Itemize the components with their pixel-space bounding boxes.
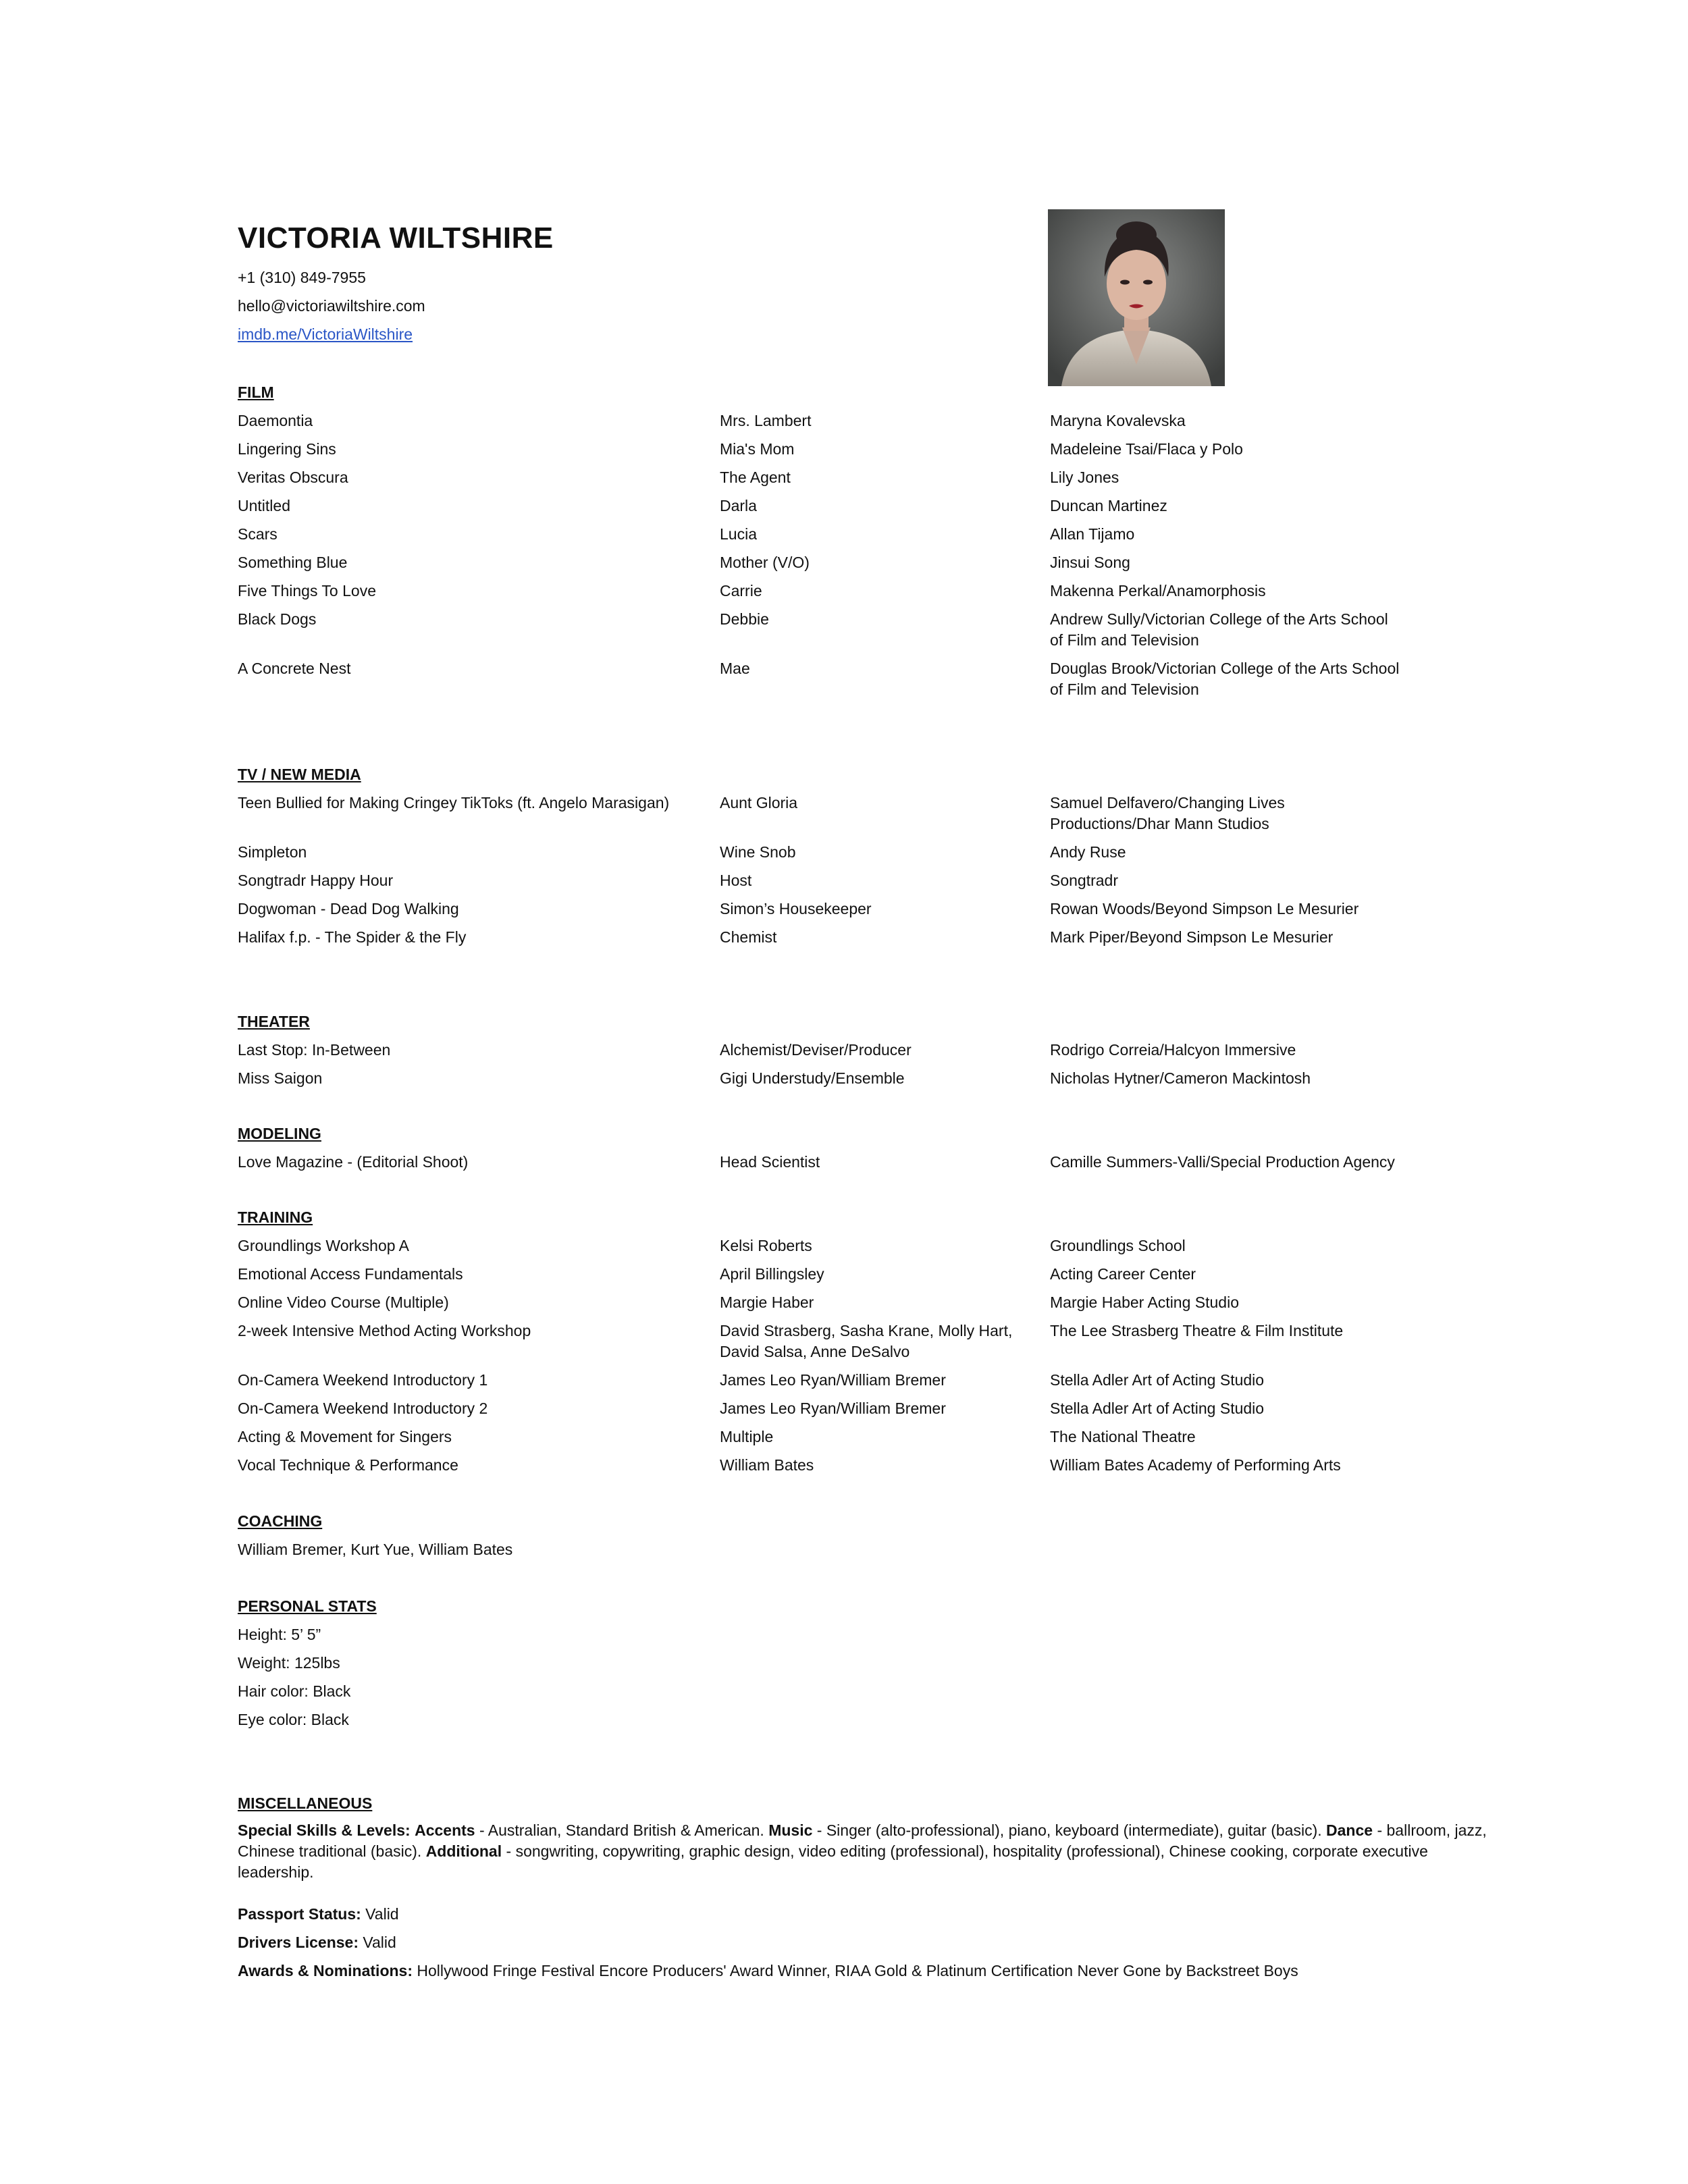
theater-section-title: THEATER [238, 1013, 310, 1030]
film-role: Mae [720, 660, 750, 677]
training-instructor: Kelsi Roberts [720, 1237, 812, 1254]
theater-director: Nicholas Hytner/Cameron Mackintosh [1050, 1069, 1311, 1087]
awards-value: Hollywood Fringe Festival Encore Producers' Award Winner, RIAA Gold & Platinum Certification Never Gone by Backstreet Boys [417, 1962, 1298, 1979]
special-skills-paragraph [238, 1820, 1494, 1883]
film-title: Five Things To Love [238, 582, 376, 600]
dance-label: Dance [1326, 1821, 1373, 1839]
training-school: The National Theatre [1050, 1428, 1196, 1445]
modeling-agency: Camille Summers-Valli/Special Production Agency [1050, 1153, 1395, 1171]
film-director: Makenna Perkal/Anamorphosis [1050, 582, 1266, 600]
additional-label: Additional [425, 1842, 502, 1860]
film-section-title: FILM [238, 383, 274, 401]
training-course: Groundlings Workshop A [238, 1237, 409, 1254]
film-title: Black Dogs [238, 610, 317, 628]
tv-role: Simon’s Housekeeper [720, 900, 872, 917]
training-school: Groundlings School [1050, 1237, 1186, 1254]
theater-role: Alchemist/Deviser/Producer [720, 1041, 912, 1059]
training-course: 2-week Intensive Method Acting Workshop [238, 1322, 531, 1339]
training-instructor: Multiple [720, 1428, 774, 1445]
awards-nominations [238, 1961, 1494, 1981]
film-director: Jinsui Song [1050, 554, 1130, 571]
modeling-title: Love Magazine - (Editorial Shoot) [238, 1153, 469, 1171]
tv-role: Aunt Gloria [720, 794, 798, 811]
training-school: The Lee Strasberg Theatre & Film Institute [1050, 1322, 1344, 1339]
tv-title: Songtradr Happy Hour [238, 872, 394, 889]
misc-section-title: MISCELLANEOUS [238, 1794, 373, 1812]
training-course: On-Camera Weekend Introductory 1 [238, 1371, 488, 1389]
training-school: Acting Career Center [1050, 1265, 1196, 1283]
film-title: Daemontia [238, 412, 313, 429]
music-text: - Singer (alto-professional), piano, keyboard (intermediate), guitar (basic). [816, 1821, 1322, 1839]
phone-number: +1 (310) 849-7955 [238, 269, 366, 286]
film-director: Maryna Kovalevska [1050, 412, 1186, 429]
film-director: Duncan Martinez [1050, 497, 1167, 514]
music-label: Music [768, 1821, 813, 1839]
passport-value: Valid [365, 1905, 399, 1923]
modeling-role: Head Scientist [720, 1153, 820, 1171]
drivers-license [238, 1932, 1494, 1953]
film-role: Darla [720, 497, 757, 514]
tv-director: Songtradr [1050, 872, 1119, 889]
stat-weight: Weight: 125lbs [238, 1654, 340, 1672]
theater-title: Miss Saigon [238, 1069, 323, 1087]
film-title: Veritas Obscura [238, 469, 348, 486]
film-title: Scars [238, 525, 278, 543]
headshot-photo [1048, 209, 1225, 386]
tv-role: Chemist [720, 928, 777, 946]
training-school: Stella Adler Art of Acting Studio [1050, 1400, 1265, 1417]
film-role: Debbie [720, 610, 769, 628]
training-course: Emotional Access Fundamentals [238, 1265, 463, 1283]
imdb-link[interactable]: imdb.me/VictoriaWiltshire [238, 325, 413, 343]
film-director: Andrew Sully/Victorian College of the Arts School of Film and Television [1050, 610, 1388, 649]
drivers-value: Valid [363, 1934, 396, 1951]
film-role: Carrie [720, 582, 762, 600]
training-course: Acting & Movement for Singers [238, 1428, 452, 1445]
skills-label: Special Skills & Levels: [238, 1821, 411, 1839]
film-title: Untitled [238, 497, 290, 514]
additional-text: - songwriting, copywriting, graphic design, video editing (professional), hospitality (professional), Chinese cooking, corporate executive leadership. [238, 1842, 1428, 1881]
tv-director: Andy Ruse [1050, 843, 1126, 861]
film-title: Lingering Sins [238, 440, 336, 458]
tv-title: Teen Bullied for Making Cringey TikToks (ft. Angelo Marasigan) [238, 794, 670, 811]
headshot-image [1048, 209, 1225, 386]
passport-status [238, 1904, 1494, 1925]
tv-director: Mark Piper/Beyond Simpson Le Mesurier [1050, 928, 1334, 946]
training-instructor: April Billingsley [720, 1265, 824, 1283]
film-director: Allan Tijamo [1050, 525, 1135, 543]
training-school: Margie Haber Acting Studio [1050, 1294, 1239, 1311]
tv-title: Simpleton [238, 843, 307, 861]
tv-role: Wine Snob [720, 843, 796, 861]
training-school: William Bates Academy of Performing Arts [1050, 1456, 1341, 1474]
training-instructor: James Leo Ryan/William Bremer [720, 1400, 946, 1417]
stats-section-title: PERSONAL STATS [238, 1597, 377, 1615]
tv-director: Rowan Woods/Beyond Simpson Le Mesurier [1050, 900, 1359, 917]
coaching-names: William Bremer, Kurt Yue, William Bates [238, 1541, 513, 1558]
stat-height: Height: 5’ 5” [238, 1626, 321, 1643]
stat-hair-color: Hair color: Black [238, 1682, 351, 1700]
dance-text: - ballroom, jazz, Chinese traditional (basic). [238, 1821, 1487, 1860]
tv-title: Dogwoman - Dead Dog Walking [238, 900, 459, 917]
training-instructor: Margie Haber [720, 1294, 814, 1311]
coaching-section-title: COACHING [238, 1512, 323, 1530]
theater-director: Rodrigo Correia/Halcyon Immersive [1050, 1041, 1296, 1059]
film-title: A Concrete Nest [238, 660, 351, 677]
film-role: Mother (V/O) [720, 554, 810, 571]
drivers-label: Drivers License: [238, 1934, 359, 1951]
training-instructor: William Bates [720, 1456, 814, 1474]
film-title: Something Blue [238, 554, 348, 571]
actor-name: VICTORIA WILTSHIRE [238, 221, 554, 255]
training-school: Stella Adler Art of Acting Studio [1050, 1371, 1265, 1389]
tv-role: Host [720, 872, 752, 889]
theater-title: Last Stop: In-Between [238, 1041, 391, 1059]
training-instructor: David Strasberg, Sasha Krane, Molly Hart, David Salsa, Anne DeSalvo [720, 1322, 1013, 1360]
tv-director: Samuel Delfavero/Changing Lives Productions/Dhar Mann Studios [1050, 794, 1285, 832]
film-role: Lucia [720, 525, 757, 543]
film-director: Lily Jones [1050, 469, 1119, 486]
tv-section-title: TV / NEW MEDIA [238, 766, 361, 783]
accents-label: Accents [415, 1821, 475, 1839]
film-director: Douglas Brook/Victorian College of the Arts School of Film and Television [1050, 660, 1400, 698]
email-address: hello@victoriawiltshire.com [238, 297, 425, 315]
training-course: Vocal Technique & Performance [238, 1456, 458, 1474]
film-director: Madeleine Tsai/Flaca y Polo [1050, 440, 1243, 458]
passport-label: Passport Status: [238, 1905, 361, 1923]
awards-label: Awards & Nominations: [238, 1962, 413, 1979]
stat-eye-color: Eye color: Black [238, 1711, 349, 1728]
theater-role: Gigi Understudy/Ensemble [720, 1069, 905, 1087]
training-section-title: TRAINING [238, 1208, 313, 1226]
training-course: Online Video Course (Multiple) [238, 1294, 449, 1311]
film-role: Mia's Mom [720, 440, 795, 458]
film-role: The Agent [720, 469, 791, 486]
tv-title: Halifax f.p. - The Spider & the Fly [238, 928, 467, 946]
training-instructor: James Leo Ryan/William Bremer [720, 1371, 946, 1389]
training-course: On-Camera Weekend Introductory 2 [238, 1400, 488, 1417]
accents-text: - Australian, Standard British & American. [479, 1821, 764, 1839]
modeling-section-title: MODELING [238, 1125, 321, 1142]
film-role: Mrs. Lambert [720, 412, 812, 429]
